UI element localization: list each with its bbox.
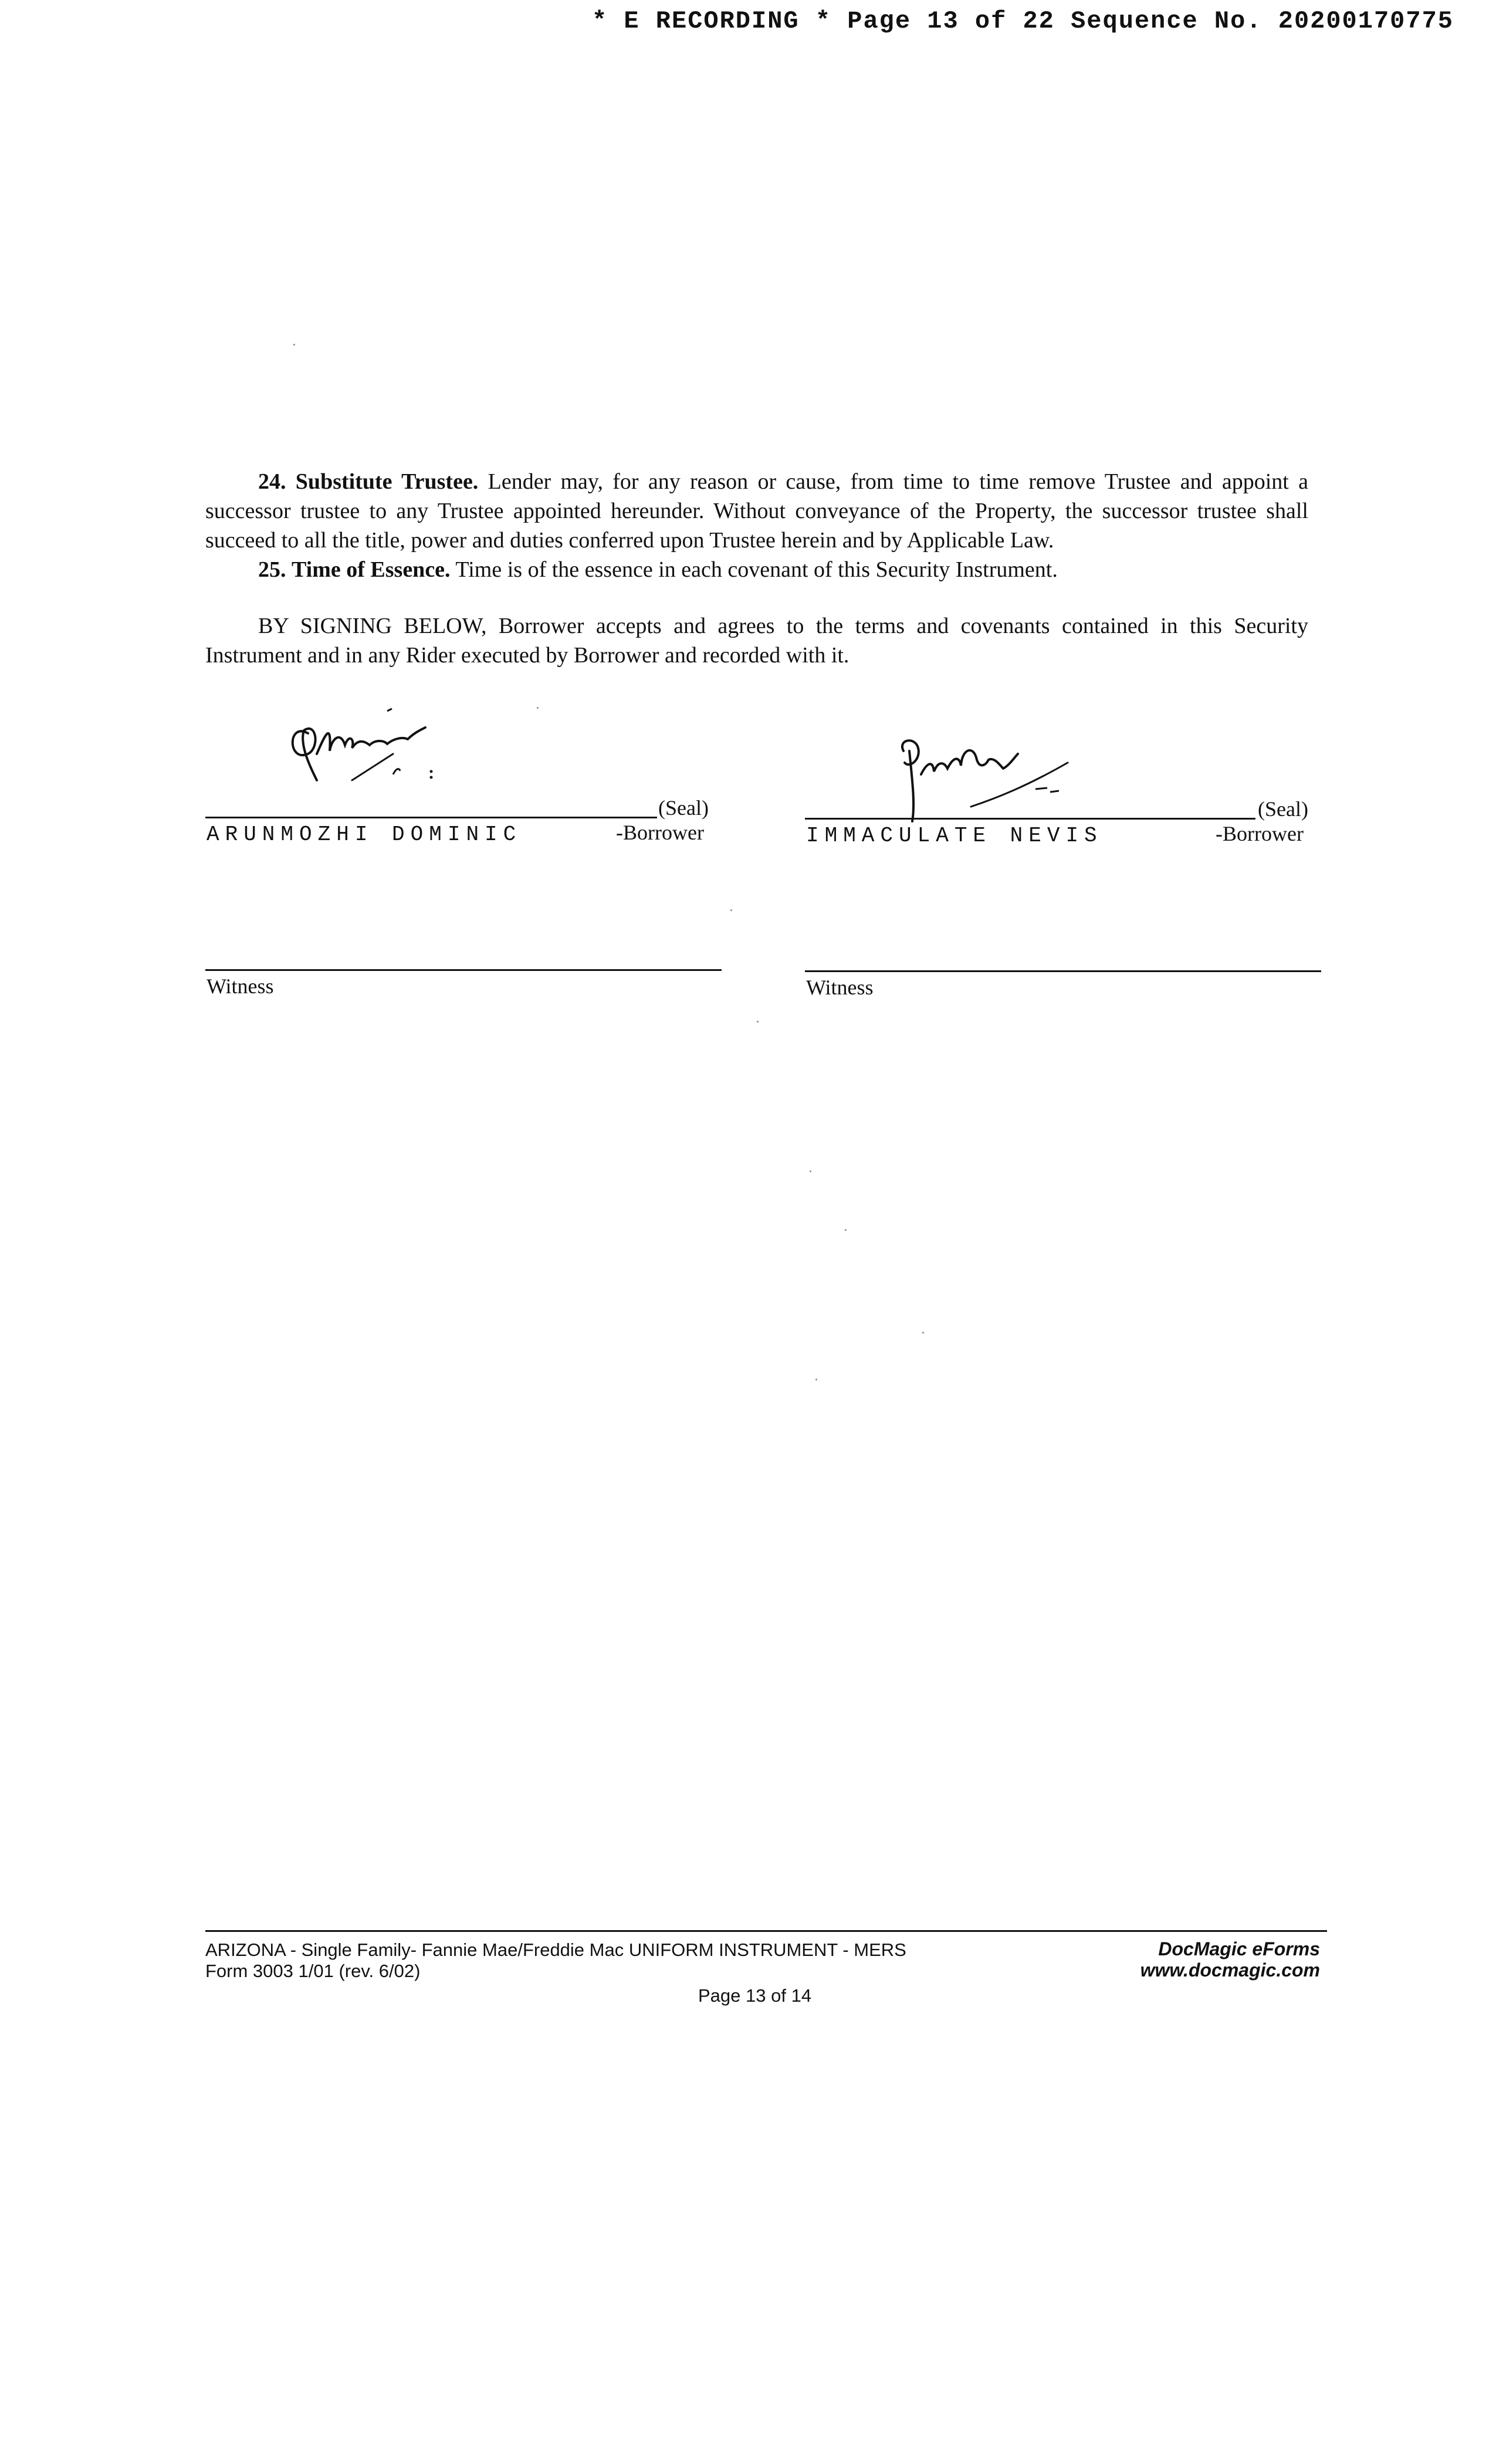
signing-statement-text: BY SIGNING BELOW, Borrower accepts and agrees to the terms and covenants contained in this Security Instrument and in any Rider executed by Borrower and recorded with it. — [205, 614, 1308, 668]
footer-page-number: Page 13 of 14 — [698, 1985, 812, 2006]
section-number: 25. — [258, 557, 286, 582]
section-substitute-trustee — [205, 467, 1308, 555]
section-number: 24. — [258, 469, 286, 494]
signing-statement — [205, 611, 1308, 670]
scan-speck — [730, 909, 732, 911]
docmagic-logo: DocMagic eForms — [1158, 1938, 1320, 1959]
footer-brand — [1140, 1938, 1320, 1981]
signature-line-borrower-2 — [805, 818, 1255, 820]
scan-speck — [293, 344, 295, 346]
scan-speck — [810, 1170, 811, 1172]
footer-form-number: Form 3003 1/01 (rev. 6/02) — [205, 1961, 421, 1981]
section-time-of-essence — [205, 555, 1308, 584]
scan-speck — [757, 1021, 759, 1023]
section-text: Lender may, for any reason or cause, from time to time remove Trustee and appoint a successor trustee to any Trustee appointed hereunder. Without conveyance of the Property, the successor trustee shall succeed to all the title, power and duties conferred upon Trustee herein and by Applicable Law. — [205, 469, 1308, 553]
witness-label-2: Witness — [806, 976, 874, 999]
borrower-name-1: ARUNMOZHI DOMINIC — [207, 823, 522, 847]
seal-label: (Seal) — [1258, 797, 1308, 821]
seal-label: (Seal) — [658, 796, 709, 820]
borrower-role-label: -Borrower — [1216, 822, 1304, 845]
signature-line-borrower-1 — [205, 817, 657, 818]
scan-speck — [537, 707, 539, 709]
section-heading: Time of Essence. — [292, 557, 451, 582]
footer-form-info — [205, 1940, 906, 1982]
scan-speck — [815, 1379, 817, 1380]
borrower-name-2: IMMACULATE NEVIS — [806, 824, 1103, 848]
recording-header: * E RECORDING * Page 13 of 22 Sequence No. 20200170775 — [591, 7, 1454, 35]
signature-borrower-2 — [892, 733, 1079, 827]
section-heading: Substitute Trustee. — [295, 469, 479, 494]
witness-line-1 — [205, 969, 722, 971]
signature-borrower-1 — [276, 698, 452, 792]
witness-line-2 — [805, 970, 1321, 972]
scan-speck — [922, 1332, 924, 1333]
footer-website: www.docmagic.com — [1140, 1959, 1320, 1981]
witness-label-1: Witness — [207, 974, 274, 998]
section-text: Time is of the essence in each covenant of this Security Instrument. — [455, 557, 1058, 582]
footer-rule — [205, 1930, 1327, 1932]
footer-form-title: ARIZONA - Single Family- Fannie Mae/Freddie Mac UNIFORM INSTRUMENT - MERS — [205, 1940, 906, 1960]
scan-speck — [845, 1229, 847, 1231]
borrower-role-label: -Borrower — [616, 821, 704, 844]
